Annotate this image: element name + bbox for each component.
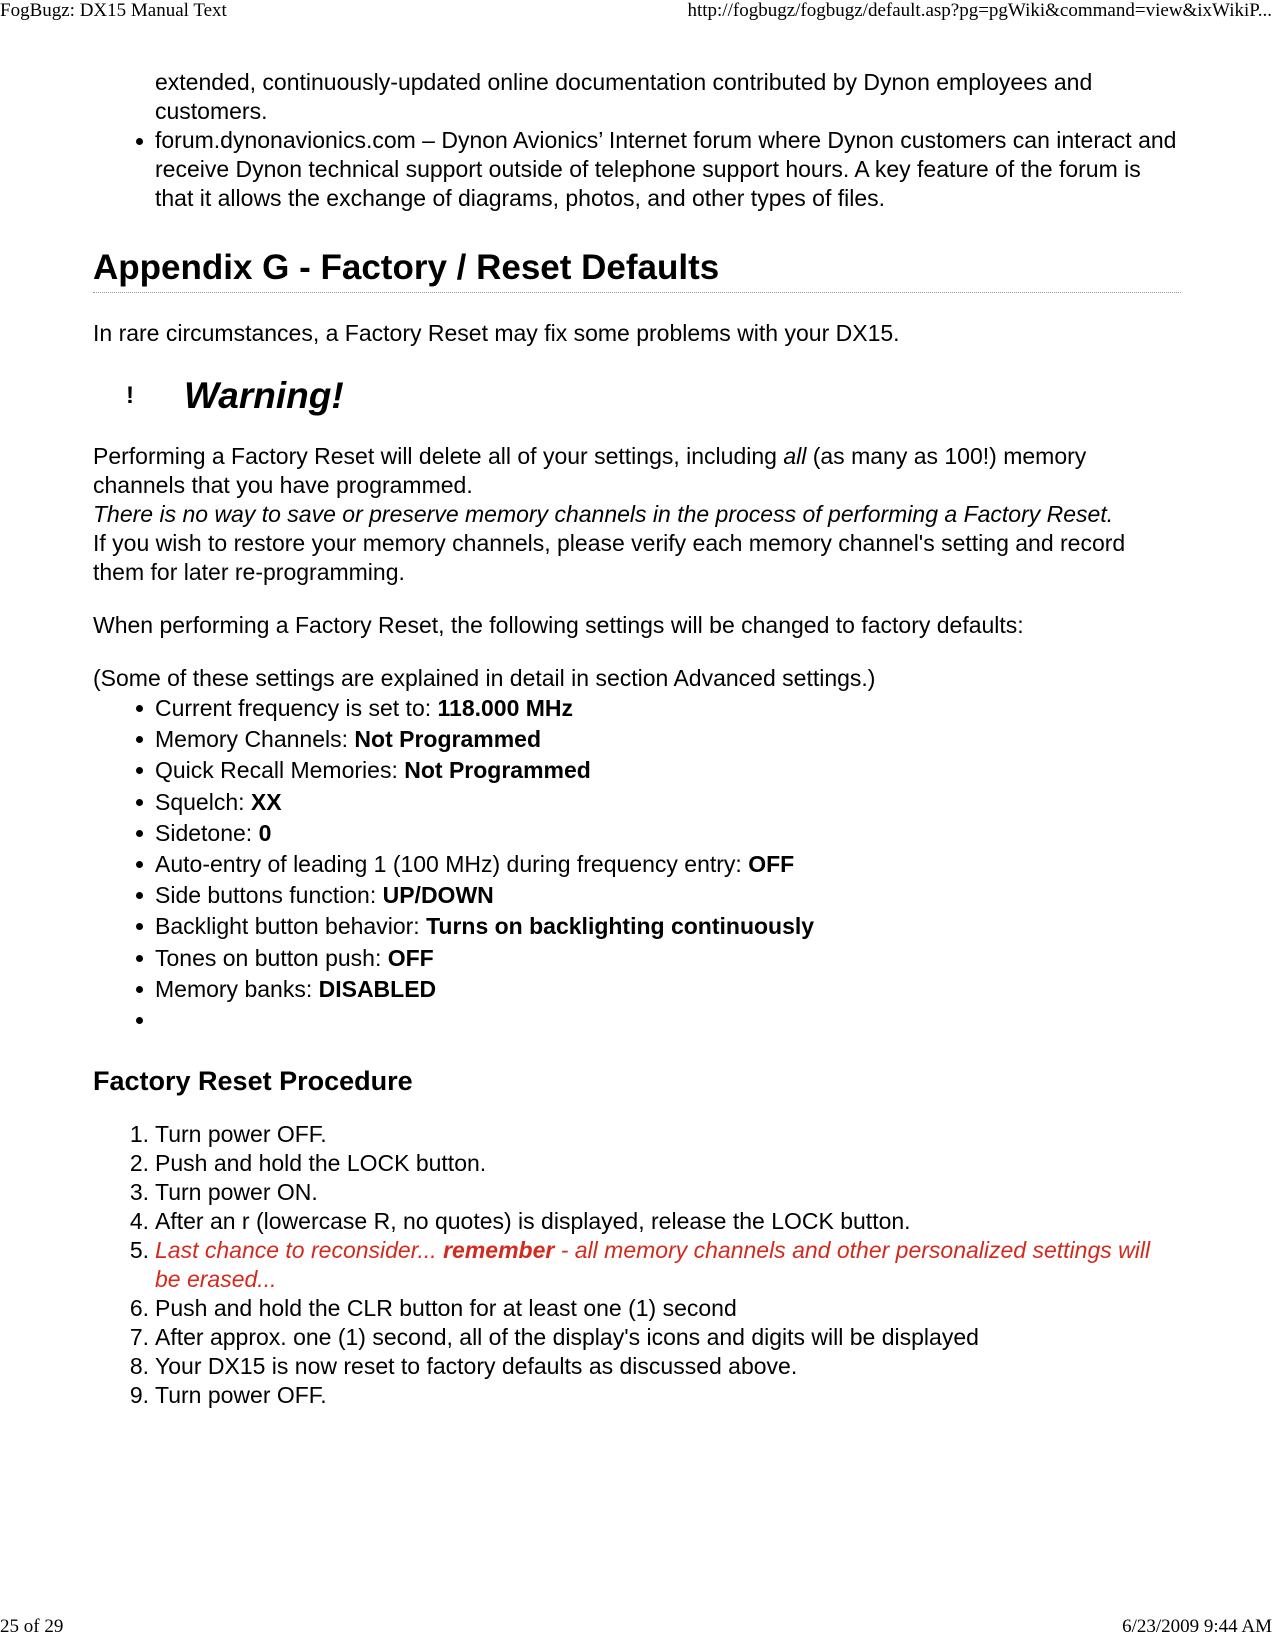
page-number: 25 of 29 [0,1616,64,1637]
print-header [0,0,1274,24]
list-item [155,68,1181,126]
procedure-step: 8. Your DX15 is now reset to factory defaults as discussed above. [129,1353,798,1380]
defaults-note: (Some of these settings are explained in detail in section Advanced settings.) [93,665,876,691]
default-item: Squelch: XX [155,787,1181,818]
list-item [155,126,1181,213]
list-item-text: forum.dynonavionics.com – Dynon Avionics’ Internet forum where Dynon customers can interact and receive Dynon technical support outside of telephone support hours. A key feature of the forum is that it allows the exchange of diagrams, photos, and other types of files. [155,127,1177,211]
default-item: Tones on button push: OFF [155,943,1181,974]
procedure-step: 3. Turn power ON. [129,1179,318,1206]
emphasis-all: all [783,443,807,469]
defaults-list [93,693,1181,1036]
print-footer [0,1616,1274,1640]
warning-restore-text: If you wish to restore your memory channels, please verify each memory channel's setting and record them for later re-programming. [93,530,1126,585]
procedure-steps [93,1120,1181,1410]
procedure-heading: Factory Reset Procedure [93,1066,413,1097]
defaults-intro: When performing a Factory Reset, the following settings will be changed to factory defaults: [93,612,1024,638]
appendix-heading: Appendix G - Factory / Reset Defaults [93,247,1181,293]
default-item: Memory banks: DISABLED [155,974,1181,1005]
default-item: Backlight button behavior: Turns on backlighting continuously [155,911,1181,942]
default-item: Auto-entry of leading 1 (100 MHz) during frequency entry: OFF [155,849,1181,880]
default-item: Current frequency is set to: 118.000 MHz [155,693,1181,724]
procedure-step: 4. After an r (lowercase R, no quotes) is displayed, release the LOCK button. [129,1208,911,1235]
list-item-text: extended, continuously-updated online documentation contributed by Dynon employees and customers. [155,69,1093,124]
procedure-step: 6. Push and hold the CLR button for at least one (1) second [129,1295,737,1322]
procedure-step: 1. Turn power OFF. [129,1121,327,1148]
warning-text: Performing a Factory Reset will delete all of your settings, including all (as many as 100!) memory channels that you have programmed. [93,443,1087,498]
page-url: http://fogbugz/fogbugz/default.asp?pg=pgWiki&command=view&ixWikiP... [687,0,1272,21]
empty-list-item [155,1005,1181,1036]
default-item: Side buttons function: UP/DOWN [155,880,1181,911]
default-item: Sidetone: 0 [155,818,1181,849]
warning-title: Warning! [184,374,344,416]
print-datetime: 6/23/2009 9:44 AM [1122,1616,1272,1637]
appendix-lead: In rare circumstances, a Factory Reset may fix some problems with your DX15. [93,320,900,346]
document-content [93,68,1181,1410]
procedure-step: 9. Turn power OFF. [129,1382,327,1409]
default-item: Quick Recall Memories: Not Programmed [155,755,1181,786]
procedure-step-warning: 5. Last chance to reconsider... remember - all memory channels and other personalized settings will be erased... [129,1237,1151,1293]
resources-list [93,68,1181,213]
warning-icon: ! [126,381,134,409]
default-item: Memory Channels: Not Programmed [155,724,1181,755]
warning-heading [93,370,1181,420]
warning-italic-line: There is no way to save or preserve memory channels in the process of performing a Factory Reset. [93,501,1114,527]
page-title: FogBugz: DX15 Manual Text [0,0,227,21]
procedure-step: 2. Push and hold the LOCK button. [129,1150,487,1177]
procedure-step: 7. After approx. one (1) second, all of the display's icons and digits will be displayed [129,1324,979,1351]
warning-body [93,442,1181,587]
